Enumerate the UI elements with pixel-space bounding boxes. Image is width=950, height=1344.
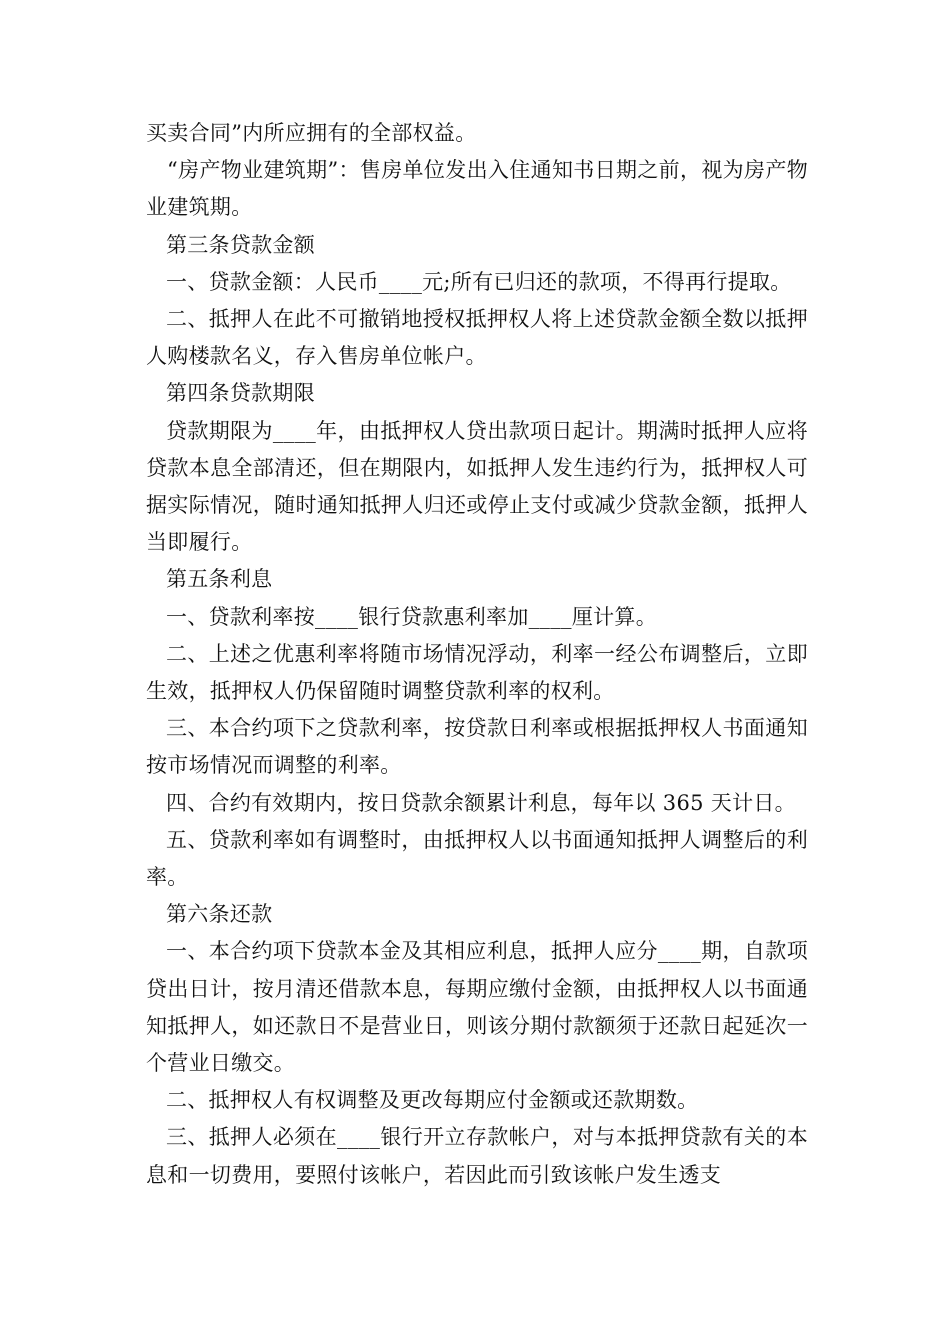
paragraph-loan-amount: 一、贷款金额：人民币____元;所有已归还的款项，不得再行提取。 — [165, 269, 792, 294]
paragraph-authorization: 二、抵押人在此不可撤销地授权抵押权人将上述贷款金额全数以抵押人购楼款名义，存入售房单位帐户。 — [146, 307, 808, 369]
paragraph-rate-float: 二、上述之优惠利率将随市场情况浮动，利率一经公布调整后，立即生效，抵押权人仍保留随时调整贷款利率的权利。 — [146, 641, 808, 704]
paragraph-deposit-account: 三、抵押人必须在____银行开立存款帐户，对与本抵押贷款有关的本息和一切费用，要照付该帐户，若因此而引致该帐户发生透支 — [146, 1125, 808, 1187]
heading-article-3: 第三条贷款金额 — [165, 232, 316, 257]
paragraph-construction-period: “房产物业建筑期”：售房单位发出入住通知书日期之前，视为房产物业建筑期。 — [146, 158, 808, 220]
document-body — [146, 115, 808, 1194]
paragraph-rate-notice: 五、贷款利率如有调整时，由抵押权人以书面通知抵押人调整后的利率。 — [146, 827, 808, 890]
paragraph-interest-rate: 一、贷款利率按____银行贷款惠利率加____厘计算。 — [165, 604, 658, 629]
heading-article-5: 第五条利息 — [165, 567, 273, 592]
paragraph-loan-term: 贷款期限为____年，由抵押权人贷出款项日起计。期满时抵押人应将贷款本息全部清还，但在期限内，如抵押人发生违约行为，抵押权人可据实际情况，随时通知抵押人归还或停止支付或减少贷款金额，抵押人当即履行。 — [146, 418, 808, 555]
paragraph-daily-interest: 四、合约有效期内，按日贷款余额累计利息，每年以 365 天计日。 — [165, 790, 796, 815]
paragraph-repayment: 一、本合约项下贷款本金及其相应利息，抵押人应分____期，自款项贷出日计，按月清还借款本息，每期应缴付金额，由抵押权人以书面通知抵押人，如还款日不是营业日，则该分期付款额须于还款日起延次一个营业日缴交。 — [146, 939, 808, 1076]
heading-article-4: 第四条贷款期限 — [165, 381, 316, 406]
paragraph-rights: 买卖合同”内所应拥有的全部权益。 — [146, 121, 477, 145]
paragraph-adjust-installments: 二、抵押权人有权调整及更改每期应付金额或还款期数。 — [165, 1088, 699, 1113]
paragraph-rate-basis: 三、本合约项下之贷款利率，按贷款日利率或根据抵押权人书面通知按市场情况而调整的利率。 — [146, 716, 808, 778]
heading-article-6: 第六条还款 — [165, 902, 273, 927]
